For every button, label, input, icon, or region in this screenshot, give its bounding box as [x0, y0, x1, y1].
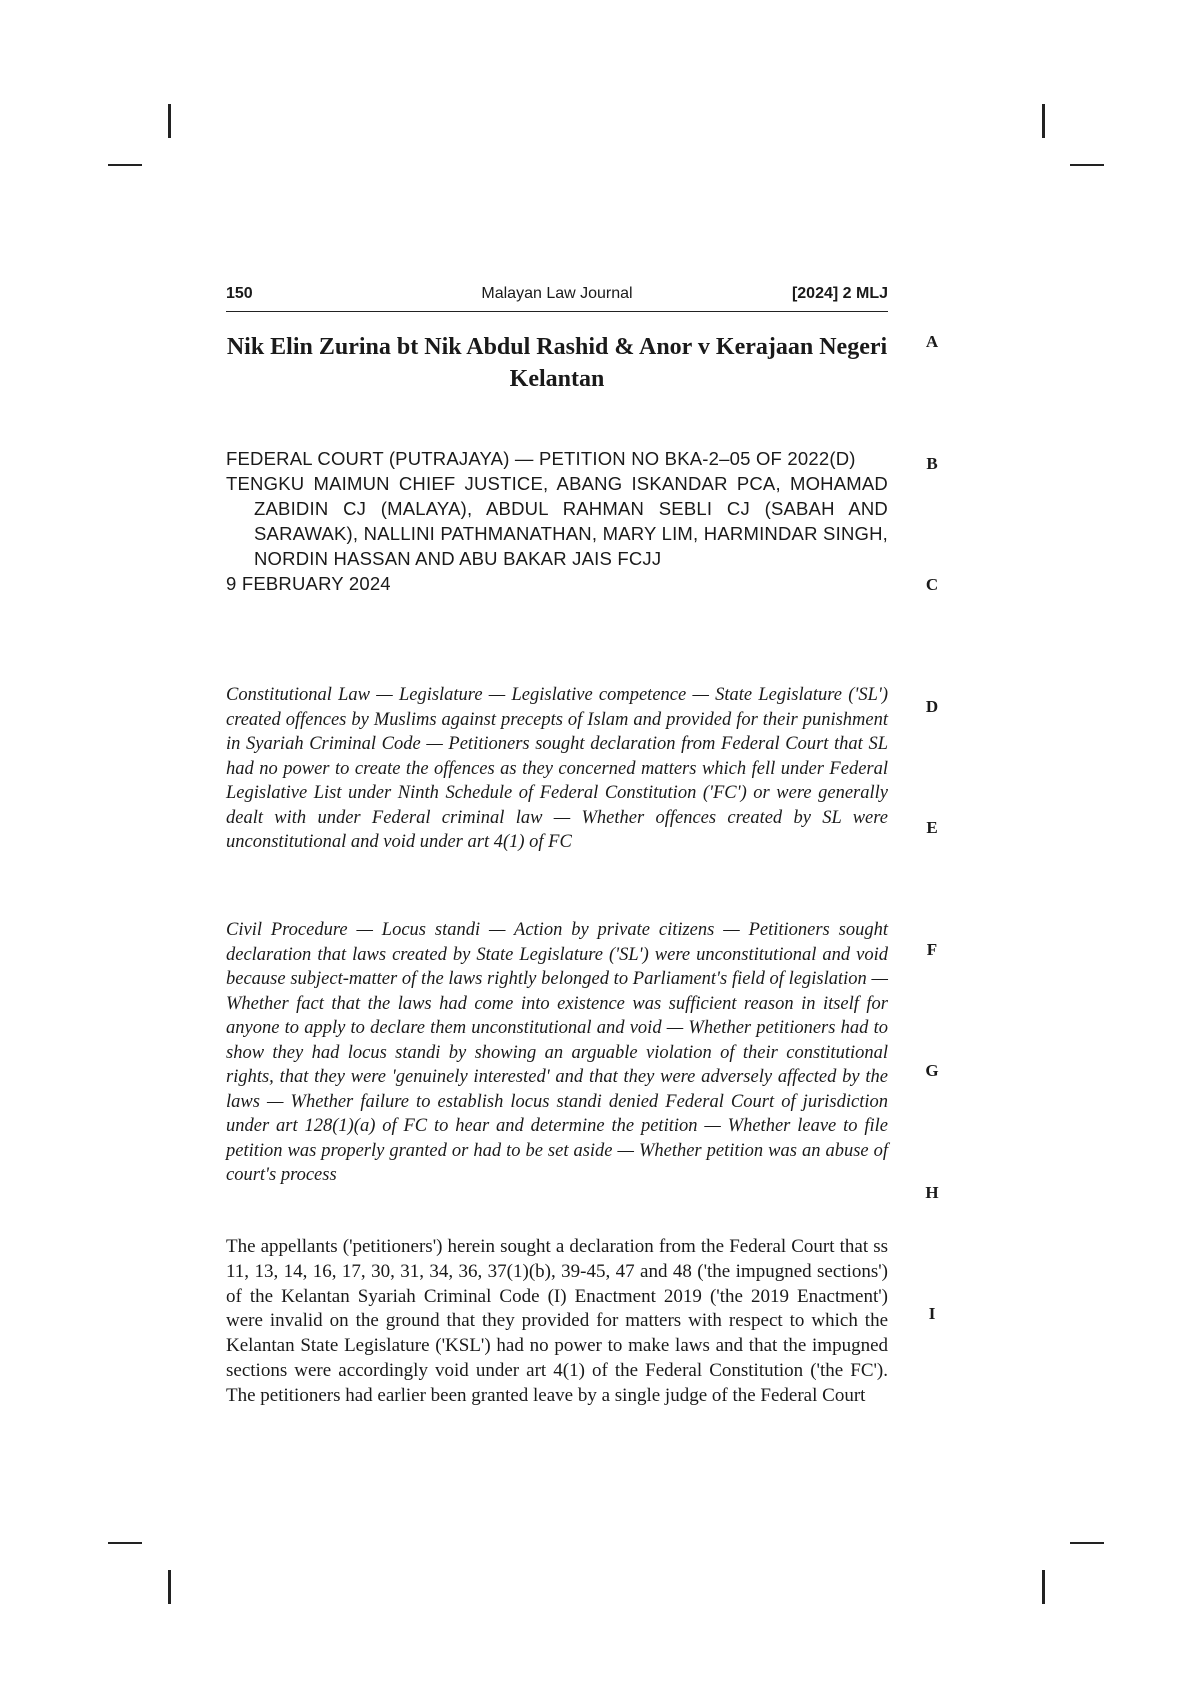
page-number: 150	[226, 285, 253, 302]
decision-date: 9 FEBRUARY 2024	[226, 573, 391, 594]
judges-line: TENGKU MAIMUN CHIEF JUSTICE, ABANG ISKANDAR PCA, MOHAMAD ZABIDIN CJ (MALAYA), ABDUL RAHMAN SEBLI CJ (SABAH AND SARAWAK), NALLINI PATHMANATHAN, MARY LIM, HARMINDAR SINGH, NORDIN HASSAN AND ABU BAKAR JAIS FCJJ	[226, 473, 888, 569]
case-title: Nik Elin Zurina bt Nik Abdul Rashid & Anor v Kerajaan Negeri Kelantan	[226, 334, 888, 392]
crop-mark-top-right	[1042, 104, 1045, 138]
crop-mark-bottom-right	[1042, 1570, 1045, 1604]
petition-line: FEDERAL COURT (PUTRAJAYA) — PETITION NO BKA-2–05 OF 2022(D)	[226, 448, 856, 469]
margin-letter-d: D	[925, 697, 939, 716]
headnote-paragraph: The appellants ('petitioners') herein sought a declaration from the Federal Court that ss 11, 13, 14, 16, 17, 30, 31, 34, 36, 37(1)(b), 39-45, 47 and 48 ('the impugned sections') of the Kelantan Syariah Criminal Code (I) Enactment 2019 ('the 2019 Enactment') were invalid on the ground that they provided for matters with respect to which the Kelantan State Legislature ('KSL') had no power to make laws and that the impugned sections were accordingly void under art 4(1) of the Federal Constitution ('the FC'). The petitioners had earlier been granted leave by a single judge of the Federal Court	[226, 1236, 888, 1406]
margin-letter-g: G	[925, 1061, 939, 1080]
margin-letter-a: A	[925, 332, 939, 351]
margin-letter-c: C	[925, 575, 939, 594]
crop-mark-bottom-left	[168, 1570, 171, 1604]
crop-mark-top-right	[1070, 164, 1104, 166]
crop-mark-bottom-right	[1070, 1542, 1104, 1544]
crop-mark-top-left	[168, 104, 171, 138]
crop-mark-bottom-left	[108, 1542, 142, 1544]
margin-letter-e: E	[926, 818, 938, 837]
journal-citation: [2024] 2 MLJ	[791, 285, 888, 302]
court-details	[226, 446, 888, 596]
margin-letter-h: H	[925, 1183, 939, 1202]
catchword-civil-procedure: Civil Procedure — Locus standi — Action by private citizens — Petitioners sought declaration that laws created by State Legislature ('SL') were unconstitutional and void because subject-matter of the laws rightly belonged to Parliament's field of legislation — Whether fact that the laws had come into existence was sufficient reason in itself for anyone to apply to declare them unconstitutional and void — Whether petitioners had to show they had locus standi by showing an arguable violation of their constitutional rights, that they were 'genuinely interested' and that they were adversely affected by the laws — Whether failure to establish locus standi denied Federal Court of jurisdiction under art 128(1)(a) of FC to hear and determine the petition — Whether leave to file petition was properly granted or had to be set aside — Whether petition was an abuse of court's process	[226, 920, 888, 1185]
margin-letter-i: I	[928, 1304, 936, 1323]
crop-mark-top-left	[108, 164, 142, 166]
margin-letter-f: F	[926, 940, 938, 959]
journal-name: Malayan Law Journal	[481, 285, 633, 302]
running-header	[226, 283, 888, 312]
catchword-constitutional-law: Constitutional Law — Legislature — Legislative competence — State Legislature ('SL') created offences by Muslims against precepts of Islam and provided for their punishment in Syariah Criminal Code — Petitioners sought declaration from Federal Court that SL had no power to create the offences as they concerned matters which fell under Federal Legislative List under Ninth Schedule of Federal Constitution ('FC') or were generally dealt with under Federal criminal law — Whether offences created by SL were unconstitutional and void under art 4(1) of FC	[226, 685, 888, 852]
margin-letter-b: B	[926, 454, 938, 473]
